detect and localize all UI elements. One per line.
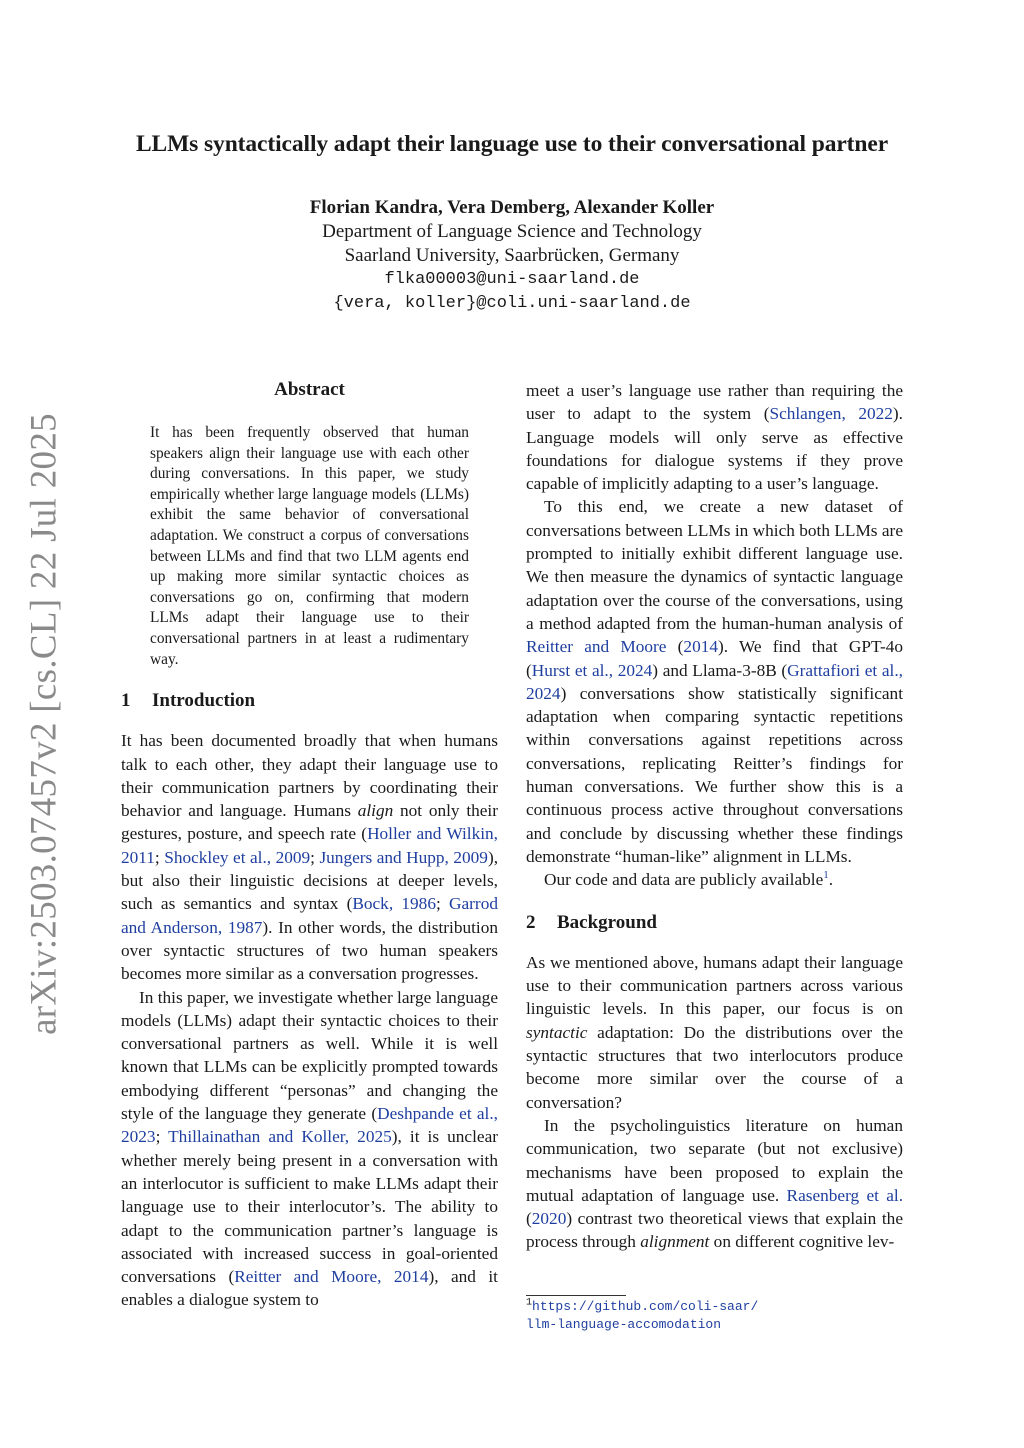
intro-paragraph-5: Our code and data are publicly available$^1$. <box>544 869 834 890</box>
intro-paragraph-1: It has been documented broadly that when humans talk to each other, they adapt their language use to their communication partners by coordinating their behavior and language. Humans align not only their gestures, posture, and speech rate (Holler and Wilkin, 2011; Shockley et al., 2009; Jungers and Hupp, 2009), but also their linguistic decisions at deeper levels, such as semantics and syntax (Bock, 1986; Garrod and Anderson, 1987). In other words, the distribution over syntactic structures of two human speakers becomes more similar as a conversation progresses. <box>121 731 499 984</box>
citation-link[interactable]: Grattafiori et al., 2024 <box>526 660 903 703</box>
intro-paragraph-3: meet a user’s language use rather than requiring the user to adapt to the system (Schlangen, 2022). Language models will only serve as effective foundations for dialogue systems if they prove capable of implicitly adapting to a user’s language. <box>526 381 903 494</box>
abstract-heading: Abstract <box>274 379 345 400</box>
abstract-text: It has been frequently observed that human speakers align their language use with each other during conversations. In this paper, we study empirically whether large language models (LLMs) exhibit the same behavior of conversational adaptation. We construct a corpus of conversations between LLMs and find that two LLM agents end up making more similar syntactic choices as conversations go on, confirming that modern LLMs adapt their language use to their conversational partners in at least a rudimentary way. <box>150 424 469 668</box>
author-university: Saarland University, Saarbrücken, Germany <box>344 245 680 266</box>
citation-link[interactable]: 2014 <box>683 637 718 657</box>
footnote-url-line-2[interactable]: llm-language-accomodation <box>526 1317 722 1332</box>
citation-link[interactable]: Schlangen, 2022 <box>769 404 893 424</box>
author-email-2[interactable]: {vera, koller}@coli.uni-saarland.de <box>333 294 691 313</box>
citation-link[interactable]: Holler and Wilkin, 2011 <box>121 824 498 867</box>
citation-link[interactable]: Rasenberg et al. <box>786 1185 904 1205</box>
author-names: Florian Kandra, Vera Demberg, Alexander Koller <box>309 197 715 218</box>
section-background-heading: 2 Background <box>526 911 657 933</box>
citation-link[interactable]: Jungers and Hupp, 2009 <box>319 847 488 867</box>
citation-link[interactable]: Reitter and Moore <box>526 637 667 657</box>
background-paragraph-1: As we mentioned above, humans adapt their language use to their communication partners across various linguistic levels. In this paper, our focus is on syntactic adaptation: Do the distributions over the syntactic structures that two interlocutors produce become more similar over the course of a conversation? <box>526 952 903 1112</box>
footnote-marker[interactable]: 1 <box>823 869 829 882</box>
section-introduction-heading: 1 Introduction <box>121 690 256 711</box>
arxiv-side-label: arXiv:2503.07457v2 [cs.CL] 22 Jul 2025 <box>23 413 65 1035</box>
citation-link[interactable]: Hurst et al., 2024 <box>531 660 653 680</box>
intro-paragraph-4: To this end, we create a new dataset of conversations between LLMs in which both LLMs are prompted to initially exhibit different language use. We then measure the dynamics of syntactic language adaptation over the course of the conversations, using a method adapted from the human-human analysis of Reitter and Moore (2014). We find that GPT-4o (Hurst et al., 2024) and Llama-3-8B (Grattafiori et al., 2024) conversations show statistically significant adaptation when comparing syntactic repetitions within conversations against repetitions across conversations, replicating Reitter’s findings for human conversations. We further show this is a continuous process active throughout conversations and conclude by discussing whether these findings demonstrate “human-like” alignment in LLMs. <box>526 497 903 866</box>
citation-link[interactable]: Bock, 1986 <box>352 894 436 914</box>
background-paragraph-2: In the psycholinguistics literature on human communication, two separate (but not exclusive) mechanisms have been proposed to explain the mutual adaptation of language use. Rasenberg et al. (2020) contrast two theoretical views that explain the process through alignment on different cognitive lev- <box>526 1115 904 1252</box>
citation-link[interactable]: Thillainathan and Koller, 2025 <box>168 1127 392 1147</box>
footnote-number: 1 <box>526 1297 533 1309</box>
author-block <box>0 196 1024 316</box>
citation-link[interactable]: 2020 <box>531 1209 567 1229</box>
citation-link[interactable]: Shockley et al., 2009 <box>164 847 311 867</box>
citation-link[interactable]: Deshpande et al., 2023 <box>121 1104 498 1147</box>
author-department: Department of Language Science and Technology <box>322 221 702 242</box>
citation-link[interactable]: Reitter and Moore, 2014 <box>234 1267 429 1287</box>
intro-paragraph-2: In this paper, we investigate whether large language models (LLMs) adapt their syntactic choices to their conversational partners as well. While it is well known that LLMs can be explicitly prompted towards embodying different “personas” and changing the style of the language they generate (Deshpande et al., 2023; Thillainathan and Koller, 2025), it is unclear whether merely being present in a conversation with an interlocutor is sufficient to make LLMs adapt their language use to their interlocutor’s. The ability to adapt to the communication partner’s language is associated with increased success in goal-oriented conversations (Reitter and Moore, 2014), and it enables a dialogue system to <box>121 987 498 1310</box>
paper-title: LLMs syntactically adapt their language use to their conversational partner <box>135 131 889 157</box>
left-column <box>121 689 498 1312</box>
citation-link[interactable]: Garrod and Anderson, 1987 <box>121 894 498 937</box>
footnote-divider <box>526 1295 626 1296</box>
footnote <box>526 1298 758 1334</box>
footnote-url-line-1[interactable]: https://github.com/coli-saar/ <box>532 1299 759 1314</box>
right-column <box>526 379 903 1254</box>
author-email-1[interactable]: flka00003@uni-saarland.de <box>384 270 640 289</box>
